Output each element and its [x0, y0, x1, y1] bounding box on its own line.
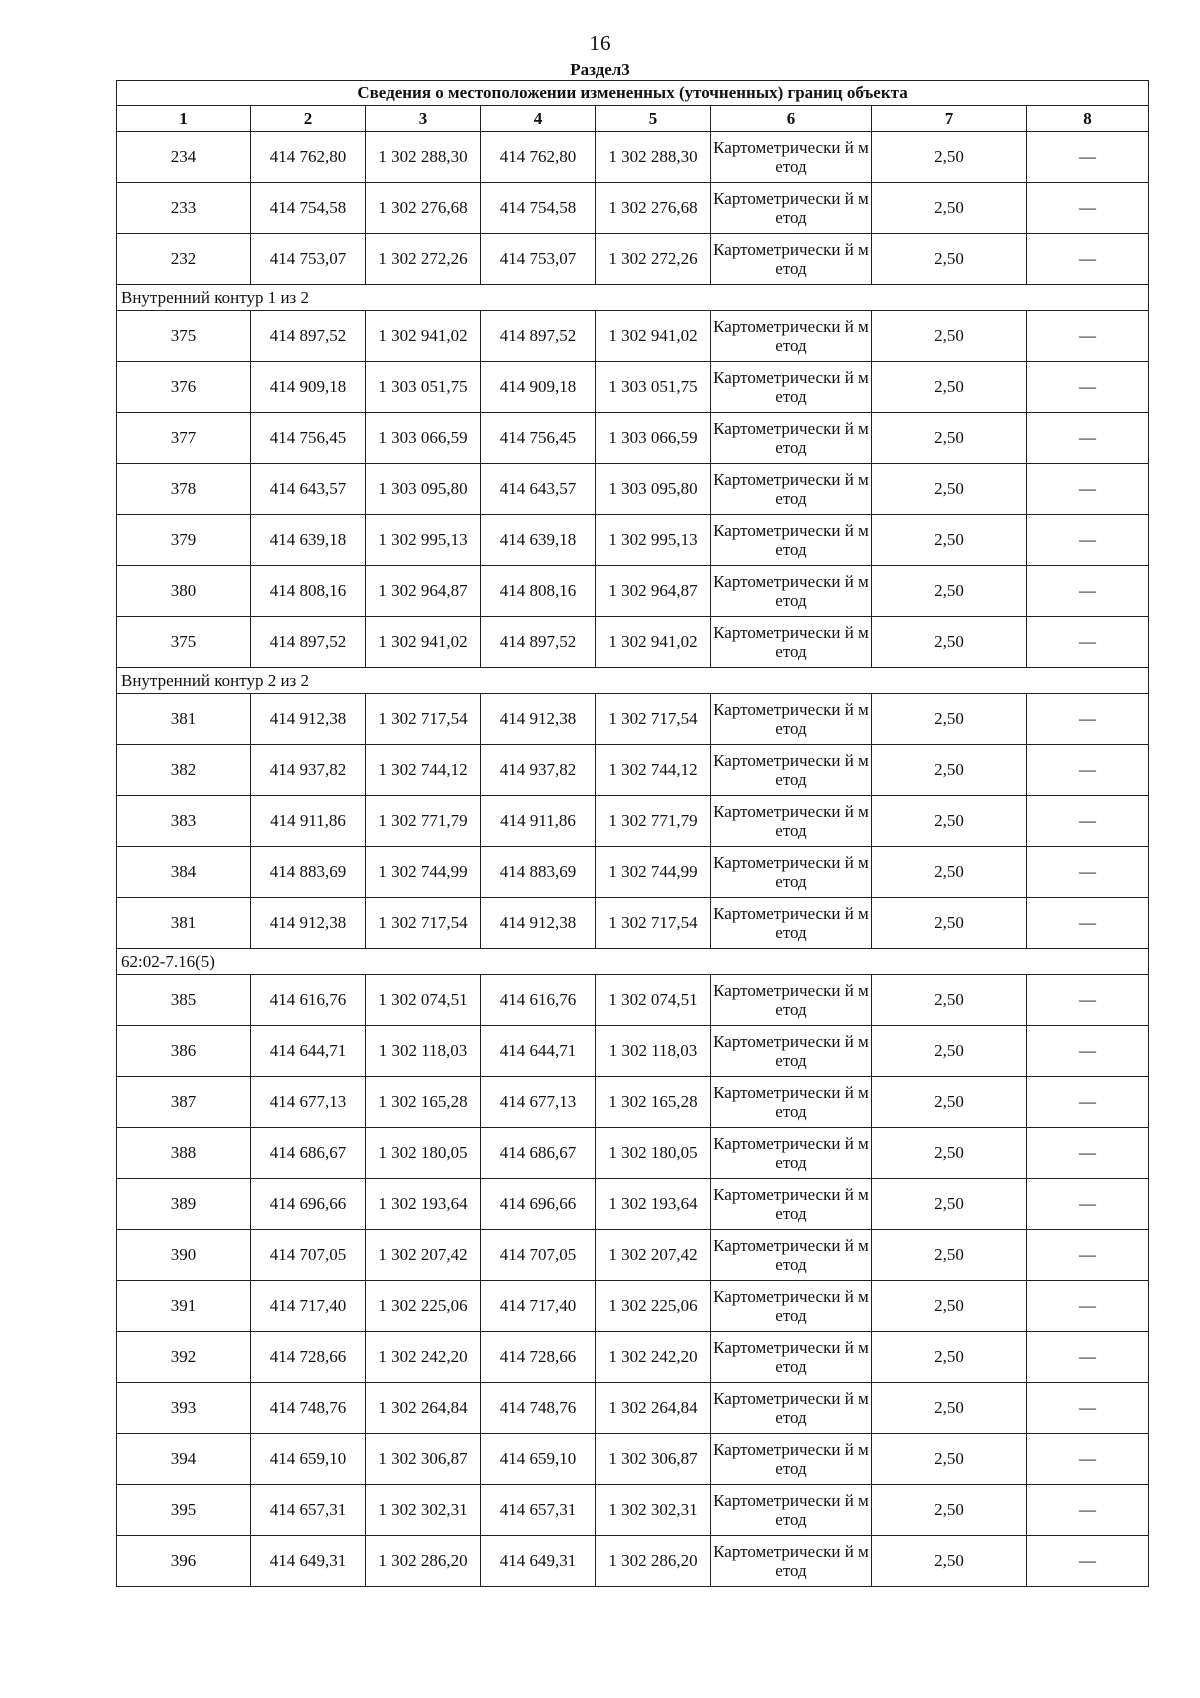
cell-note: —: [1027, 1536, 1149, 1587]
cell-new-x: 414 707,05: [481, 1230, 596, 1281]
cell-old-y: 1 302 717,54: [366, 898, 481, 949]
cell-method: Картометрически й метод: [711, 1230, 872, 1281]
cell-new-y: 1 302 941,02: [596, 311, 711, 362]
cell-accuracy: 2,50: [872, 796, 1027, 847]
cell-new-y: 1 302 286,20: [596, 1536, 711, 1587]
cell-note: —: [1027, 1026, 1149, 1077]
cell-note: —: [1027, 898, 1149, 949]
cell-method: Картометрически й метод: [711, 1485, 872, 1536]
cell-new-x: 414 912,38: [481, 694, 596, 745]
cell-old-x: 414 643,57: [251, 464, 366, 515]
table-row: [117, 362, 1149, 413]
table-caption: Сведения о местоположении измененных (уточненных) границ объекта: [117, 81, 1149, 106]
column-number: 5: [596, 106, 711, 132]
cell-new-x: 414 909,18: [481, 362, 596, 413]
cell-old-x: 414 748,76: [251, 1383, 366, 1434]
cell-point-number: 375: [117, 311, 251, 362]
cell-point-number: 385: [117, 975, 251, 1026]
cell-old-y: 1 302 286,20: [366, 1536, 481, 1587]
cell-accuracy: 2,50: [872, 132, 1027, 183]
cell-new-x: 414 756,45: [481, 413, 596, 464]
table-row: [117, 1383, 1149, 1434]
cell-accuracy: 2,50: [872, 1383, 1027, 1434]
cell-old-y: 1 302 717,54: [366, 694, 481, 745]
cell-note: —: [1027, 1434, 1149, 1485]
cell-old-x: 414 659,10: [251, 1434, 366, 1485]
cell-point-number: 384: [117, 847, 251, 898]
cell-method: Картометрически й метод: [711, 1383, 872, 1434]
cell-old-x: 414 754,58: [251, 183, 366, 234]
table-row: [117, 1332, 1149, 1383]
cell-old-y: 1 303 066,59: [366, 413, 481, 464]
cell-method: Картометрически й метод: [711, 413, 872, 464]
cell-method: Картометрически й метод: [711, 745, 872, 796]
cell-point-number: 376: [117, 362, 251, 413]
cell-accuracy: 2,50: [872, 413, 1027, 464]
cell-new-y: 1 302 744,12: [596, 745, 711, 796]
cell-method: Картометрически й метод: [711, 515, 872, 566]
cell-method: Картометрически й метод: [711, 234, 872, 285]
cell-point-number: 393: [117, 1383, 251, 1434]
cell-note: —: [1027, 796, 1149, 847]
table-row: [117, 515, 1149, 566]
cell-new-x: 414 696,66: [481, 1179, 596, 1230]
column-number: 7: [872, 106, 1027, 132]
cell-point-number: 381: [117, 898, 251, 949]
cell-old-x: 414 762,80: [251, 132, 366, 183]
cell-old-x: 414 883,69: [251, 847, 366, 898]
cell-accuracy: 2,50: [872, 617, 1027, 668]
cell-new-y: 1 302 180,05: [596, 1128, 711, 1179]
cell-new-x: 414 748,76: [481, 1383, 596, 1434]
cell-point-number: 379: [117, 515, 251, 566]
cell-new-y: 1 302 717,54: [596, 898, 711, 949]
cell-note: —: [1027, 1332, 1149, 1383]
cell-old-x: 414 897,52: [251, 311, 366, 362]
cell-point-number: 390: [117, 1230, 251, 1281]
cell-accuracy: 2,50: [872, 898, 1027, 949]
cell-accuracy: 2,50: [872, 234, 1027, 285]
column-number: 4: [481, 106, 596, 132]
table-row: [117, 1128, 1149, 1179]
cell-note: —: [1027, 1485, 1149, 1536]
cell-new-y: 1 303 095,80: [596, 464, 711, 515]
cell-old-x: 414 677,13: [251, 1077, 366, 1128]
cell-old-x: 414 912,38: [251, 898, 366, 949]
contour-label: Внутренний контур 2 из 2: [117, 668, 1149, 694]
cell-old-x: 414 649,31: [251, 1536, 366, 1587]
cell-method: Картометрически й метод: [711, 796, 872, 847]
cell-note: —: [1027, 745, 1149, 796]
cell-old-y: 1 302 941,02: [366, 311, 481, 362]
cell-old-y: 1 302 306,87: [366, 1434, 481, 1485]
cell-old-x: 414 911,86: [251, 796, 366, 847]
cell-new-x: 414 649,31: [481, 1536, 596, 1587]
cell-old-y: 1 302 771,79: [366, 796, 481, 847]
cell-new-y: 1 302 242,20: [596, 1332, 711, 1383]
cell-note: —: [1027, 1077, 1149, 1128]
cell-new-x: 414 677,13: [481, 1077, 596, 1128]
table-row: [117, 898, 1149, 949]
cell-note: —: [1027, 311, 1149, 362]
cell-note: —: [1027, 183, 1149, 234]
cell-point-number: 380: [117, 566, 251, 617]
cell-old-y: 1 302 193,64: [366, 1179, 481, 1230]
cell-new-x: 414 883,69: [481, 847, 596, 898]
cell-new-x: 414 937,82: [481, 745, 596, 796]
cell-new-y: 1 302 276,68: [596, 183, 711, 234]
cell-old-y: 1 302 118,03: [366, 1026, 481, 1077]
cell-new-y: 1 302 771,79: [596, 796, 711, 847]
cell-old-y: 1 303 051,75: [366, 362, 481, 413]
contour-label-row: [117, 668, 1149, 694]
cell-accuracy: 2,50: [872, 1026, 1027, 1077]
cell-new-x: 414 912,38: [481, 898, 596, 949]
cell-method: Картометрически й метод: [711, 1434, 872, 1485]
table-row: [117, 796, 1149, 847]
cell-method: Картометрически й метод: [711, 362, 872, 413]
contour-label: 62:02-7.16(5): [117, 949, 1149, 975]
cell-old-x: 414 897,52: [251, 617, 366, 668]
cell-point-number: 386: [117, 1026, 251, 1077]
cell-note: —: [1027, 1179, 1149, 1230]
cell-method: Картометрически й метод: [711, 566, 872, 617]
section-title: Раздел3: [570, 60, 630, 79]
cell-point-number: 396: [117, 1536, 251, 1587]
cell-old-x: 414 756,45: [251, 413, 366, 464]
cell-method: Картометрически й метод: [711, 1332, 872, 1383]
cell-method: Картометрически й метод: [711, 311, 872, 362]
cell-old-y: 1 302 744,12: [366, 745, 481, 796]
cell-note: —: [1027, 464, 1149, 515]
cell-point-number: 375: [117, 617, 251, 668]
cell-new-y: 1 302 288,30: [596, 132, 711, 183]
cell-method: Картометрически й метод: [711, 1179, 872, 1230]
cell-old-y: 1 302 276,68: [366, 183, 481, 234]
cell-accuracy: 2,50: [872, 1179, 1027, 1230]
cell-old-x: 414 696,66: [251, 1179, 366, 1230]
cell-old-x: 414 639,18: [251, 515, 366, 566]
cell-new-y: 1 302 074,51: [596, 975, 711, 1026]
cell-accuracy: 2,50: [872, 975, 1027, 1026]
cell-accuracy: 2,50: [872, 1434, 1027, 1485]
cell-point-number: 232: [117, 234, 251, 285]
cell-old-y: 1 302 302,31: [366, 1485, 481, 1536]
cell-new-x: 414 643,57: [481, 464, 596, 515]
cell-new-y: 1 302 207,42: [596, 1230, 711, 1281]
cell-point-number: 392: [117, 1332, 251, 1383]
column-number: 1: [117, 106, 251, 132]
cell-old-y: 1 302 288,30: [366, 132, 481, 183]
table-row: [117, 1026, 1149, 1077]
contour-label-row: [117, 285, 1149, 311]
cell-accuracy: 2,50: [872, 1536, 1027, 1587]
cell-accuracy: 2,50: [872, 847, 1027, 898]
cell-new-y: 1 302 165,28: [596, 1077, 711, 1128]
cell-accuracy: 2,50: [872, 311, 1027, 362]
coordinates-table: [116, 80, 1149, 1587]
cell-note: —: [1027, 1128, 1149, 1179]
cell-accuracy: 2,50: [872, 694, 1027, 745]
cell-point-number: 381: [117, 694, 251, 745]
cell-note: —: [1027, 413, 1149, 464]
cell-new-x: 414 762,80: [481, 132, 596, 183]
cell-point-number: 377: [117, 413, 251, 464]
cell-note: —: [1027, 1383, 1149, 1434]
cell-new-x: 414 754,58: [481, 183, 596, 234]
cell-method: Картометрически й метод: [711, 1536, 872, 1587]
cell-note: —: [1027, 362, 1149, 413]
cell-new-x: 414 808,16: [481, 566, 596, 617]
cell-old-y: 1 302 744,99: [366, 847, 481, 898]
cell-old-y: 1 302 272,26: [366, 234, 481, 285]
column-number: 3: [366, 106, 481, 132]
cell-note: —: [1027, 847, 1149, 898]
cell-old-x: 414 657,31: [251, 1485, 366, 1536]
table-row: [117, 1434, 1149, 1485]
column-number-row: [117, 106, 1149, 132]
cell-accuracy: 2,50: [872, 515, 1027, 566]
cell-note: —: [1027, 1230, 1149, 1281]
cell-method: Картометрически й метод: [711, 1128, 872, 1179]
page-number: 16: [589, 31, 611, 55]
cell-old-y: 1 302 242,20: [366, 1332, 481, 1383]
cell-new-y: 1 302 272,26: [596, 234, 711, 285]
cell-note: —: [1027, 1281, 1149, 1332]
cell-old-y: 1 302 264,84: [366, 1383, 481, 1434]
cell-method: Картометрически й метод: [711, 1281, 872, 1332]
cell-old-y: 1 302 074,51: [366, 975, 481, 1026]
cell-old-y: 1 303 095,80: [366, 464, 481, 515]
cell-new-y: 1 302 225,06: [596, 1281, 711, 1332]
cell-accuracy: 2,50: [872, 566, 1027, 617]
cell-accuracy: 2,50: [872, 464, 1027, 515]
cell-new-x: 414 659,10: [481, 1434, 596, 1485]
table-row: [117, 566, 1149, 617]
cell-point-number: 387: [117, 1077, 251, 1128]
contour-label: Внутренний контур 1 из 2: [117, 285, 1149, 311]
table-row: [117, 311, 1149, 362]
cell-old-x: 414 644,71: [251, 1026, 366, 1077]
cell-new-x: 414 911,86: [481, 796, 596, 847]
table-row: [117, 464, 1149, 515]
cell-accuracy: 2,50: [872, 1128, 1027, 1179]
cell-new-y: 1 302 717,54: [596, 694, 711, 745]
table-row: [117, 1281, 1149, 1332]
table-caption-row: [117, 81, 1149, 106]
cell-accuracy: 2,50: [872, 183, 1027, 234]
cell-old-y: 1 302 964,87: [366, 566, 481, 617]
cell-new-y: 1 302 964,87: [596, 566, 711, 617]
cell-point-number: 233: [117, 183, 251, 234]
cell-new-x: 414 644,71: [481, 1026, 596, 1077]
table-row: [117, 694, 1149, 745]
cell-old-y: 1 302 165,28: [366, 1077, 481, 1128]
cell-new-x: 414 753,07: [481, 234, 596, 285]
cell-old-y: 1 302 995,13: [366, 515, 481, 566]
table-row: [117, 1077, 1149, 1128]
cell-point-number: 382: [117, 745, 251, 796]
cell-method: Картометрически й метод: [711, 694, 872, 745]
cell-old-x: 414 616,76: [251, 975, 366, 1026]
table-row: [117, 1485, 1149, 1536]
cell-old-x: 414 753,07: [251, 234, 366, 285]
cell-new-y: 1 302 193,64: [596, 1179, 711, 1230]
cell-new-y: 1 302 306,87: [596, 1434, 711, 1485]
cell-method: Картометрически й метод: [711, 183, 872, 234]
cell-old-x: 414 909,18: [251, 362, 366, 413]
cell-note: —: [1027, 975, 1149, 1026]
cell-method: Картометрически й метод: [711, 132, 872, 183]
cell-new-y: 1 302 302,31: [596, 1485, 711, 1536]
column-number: 6: [711, 106, 872, 132]
cell-old-y: 1 302 941,02: [366, 617, 481, 668]
cell-accuracy: 2,50: [872, 1230, 1027, 1281]
cell-old-y: 1 302 225,06: [366, 1281, 481, 1332]
column-number: 2: [251, 106, 366, 132]
cell-new-x: 414 717,40: [481, 1281, 596, 1332]
cell-new-x: 414 639,18: [481, 515, 596, 566]
cell-old-x: 414 728,66: [251, 1332, 366, 1383]
cell-note: —: [1027, 617, 1149, 668]
table-row: [117, 745, 1149, 796]
cell-accuracy: 2,50: [872, 1485, 1027, 1536]
cell-new-y: 1 303 051,75: [596, 362, 711, 413]
cell-point-number: 388: [117, 1128, 251, 1179]
cell-old-x: 414 717,40: [251, 1281, 366, 1332]
cell-new-x: 414 897,52: [481, 311, 596, 362]
contour-label-row: [117, 949, 1149, 975]
table-row: [117, 847, 1149, 898]
cell-point-number: 391: [117, 1281, 251, 1332]
cell-new-x: 414 616,76: [481, 975, 596, 1026]
cell-method: Картометрически й метод: [711, 617, 872, 668]
cell-method: Картометрически й метод: [711, 464, 872, 515]
table-body: [117, 132, 1149, 1587]
table-row: [117, 132, 1149, 183]
cell-accuracy: 2,50: [872, 745, 1027, 796]
cell-new-y: 1 302 264,84: [596, 1383, 711, 1434]
cell-point-number: 389: [117, 1179, 251, 1230]
cell-method: Картометрически й метод: [711, 975, 872, 1026]
cell-method: Картометрически й метод: [711, 1026, 872, 1077]
cell-new-x: 414 728,66: [481, 1332, 596, 1383]
table-row: [117, 975, 1149, 1026]
cell-old-x: 414 937,82: [251, 745, 366, 796]
cell-note: —: [1027, 234, 1149, 285]
table-row: [117, 234, 1149, 285]
cell-new-x: 414 657,31: [481, 1485, 596, 1536]
table-row: [117, 1179, 1149, 1230]
cell-new-y: 1 303 066,59: [596, 413, 711, 464]
cell-old-x: 414 707,05: [251, 1230, 366, 1281]
cell-accuracy: 2,50: [872, 1077, 1027, 1128]
cell-note: —: [1027, 132, 1149, 183]
cell-new-y: 1 302 744,99: [596, 847, 711, 898]
cell-old-y: 1 302 180,05: [366, 1128, 481, 1179]
table-row: [117, 617, 1149, 668]
cell-point-number: 395: [117, 1485, 251, 1536]
cell-note: —: [1027, 566, 1149, 617]
cell-point-number: 394: [117, 1434, 251, 1485]
cell-new-x: 414 686,67: [481, 1128, 596, 1179]
table-row: [117, 183, 1149, 234]
table-row: [117, 1230, 1149, 1281]
column-number: 8: [1027, 106, 1149, 132]
cell-old-x: 414 808,16: [251, 566, 366, 617]
cell-method: Картометрически й метод: [711, 847, 872, 898]
cell-new-x: 414 897,52: [481, 617, 596, 668]
cell-accuracy: 2,50: [872, 362, 1027, 413]
cell-note: —: [1027, 515, 1149, 566]
table-row: [117, 413, 1149, 464]
cell-new-y: 1 302 995,13: [596, 515, 711, 566]
cell-old-x: 414 686,67: [251, 1128, 366, 1179]
cell-method: Картометрически й метод: [711, 1077, 872, 1128]
cell-old-y: 1 302 207,42: [366, 1230, 481, 1281]
table-row: [117, 1536, 1149, 1587]
cell-point-number: 383: [117, 796, 251, 847]
cell-accuracy: 2,50: [872, 1332, 1027, 1383]
cell-point-number: 378: [117, 464, 251, 515]
cell-accuracy: 2,50: [872, 1281, 1027, 1332]
cell-new-y: 1 302 118,03: [596, 1026, 711, 1077]
cell-method: Картометрически й метод: [711, 898, 872, 949]
cell-old-x: 414 912,38: [251, 694, 366, 745]
cell-new-y: 1 302 941,02: [596, 617, 711, 668]
cell-note: —: [1027, 694, 1149, 745]
cell-point-number: 234: [117, 132, 251, 183]
